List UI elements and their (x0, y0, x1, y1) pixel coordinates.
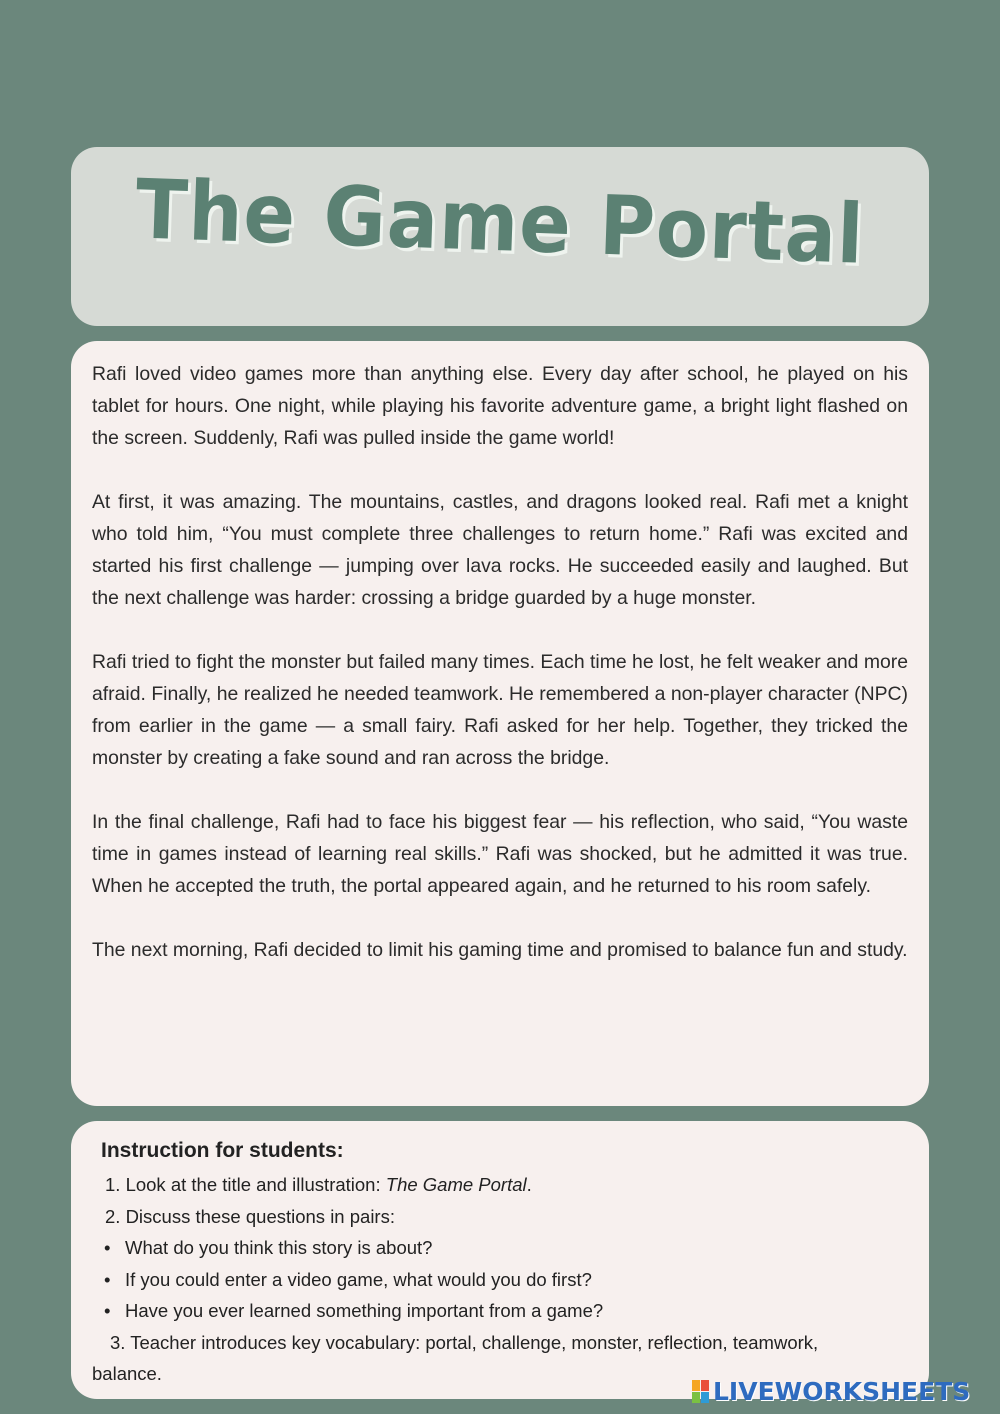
instruction-item-3-continued: balance. (92, 1363, 162, 1384)
logo-mark-icon (692, 1380, 709, 1403)
logo-square (701, 1380, 709, 1391)
story-paragraph-3: Rafi tried to fight the monster but failed many times. Each time he lost, he felt weaker and more afraid. Finally, he realized he needed teamwork. He remembered a non-player character (NPC) from earlier in the game — a small fairy. Rafi asked for her help. Together, they tricked the monster by creating a fake sound and ran across the bridge. (92, 651, 908, 769)
logo-square (701, 1392, 709, 1403)
instruction-item-1-title: The Game Portal (385, 1174, 527, 1195)
instruction-item-1 (92, 1169, 908, 1201)
bullet-icon: • (104, 1268, 111, 1290)
question-text-2: If you could enter a video game, what would you do first? (125, 1268, 592, 1290)
instruction-item-1-text: 1. Look at the title and illustration: (105, 1174, 386, 1195)
instruction-item-3: 3. Teacher introduces key vocabulary: portal, challenge, monster, reflection, teamwork, (110, 1331, 819, 1353)
question-bullet-1 (92, 1232, 908, 1264)
question-bullet-3 (92, 1295, 908, 1327)
bullet-icon: • (104, 1237, 111, 1258)
question-bullet-2 (92, 1264, 908, 1296)
story-paragraph-5: The next morning, Rafi decided to limit his gaming time and promised to balance fun and study. (92, 939, 908, 961)
page-title: The Game Portal (134, 160, 866, 283)
question-text-1: What do you think this story is about? (125, 1237, 433, 1258)
instructions-card (71, 1121, 929, 1399)
liveworksheets-logo (692, 1376, 970, 1406)
title-card (71, 147, 929, 326)
instruction-item-1-suffix: . (526, 1174, 532, 1195)
story-paragraph-1: Rafi loved video games more than anything else. Every day after school, he played on his tablet for hours. One night, while playing his favorite adventure game, a bright light flashed on the screen. Suddenly, Rafi was pulled inside the game world! (92, 363, 908, 449)
bullet-icon: • (104, 1300, 111, 1321)
story-card (71, 341, 929, 1106)
logo-square (692, 1380, 700, 1391)
story-paragraph-4: In the final challenge, Rafi had to face his biggest fear — his reflection, who said, “You waste time in games instead of learning real skills.” Rafi was shocked, but he admitted it was true. When he accepted the truth, the portal appeared again, and he returned to his room safely. (92, 811, 908, 897)
question-text-3: Have you ever learned something important from a game? (125, 1300, 604, 1321)
story-paragraph-2: At first, it was amazing. The mountains, castles, and dragons looked real. Rafi met a knight who told him, “You must complete three challenges to return home.” Rafi was excited and started his first challenge — jumping over lava rocks. He succeeded easily and laughed. But the next challenge was harder: crossing a bridge guarded by a huge monster. (92, 491, 908, 609)
logo-square (692, 1392, 700, 1403)
instruction-item-2: 2. Discuss these questions in pairs: (105, 1205, 395, 1227)
logo-text: LIVEWORKSHEETS (713, 1376, 971, 1406)
instructions-heading: Instruction for students: (101, 1139, 344, 1162)
